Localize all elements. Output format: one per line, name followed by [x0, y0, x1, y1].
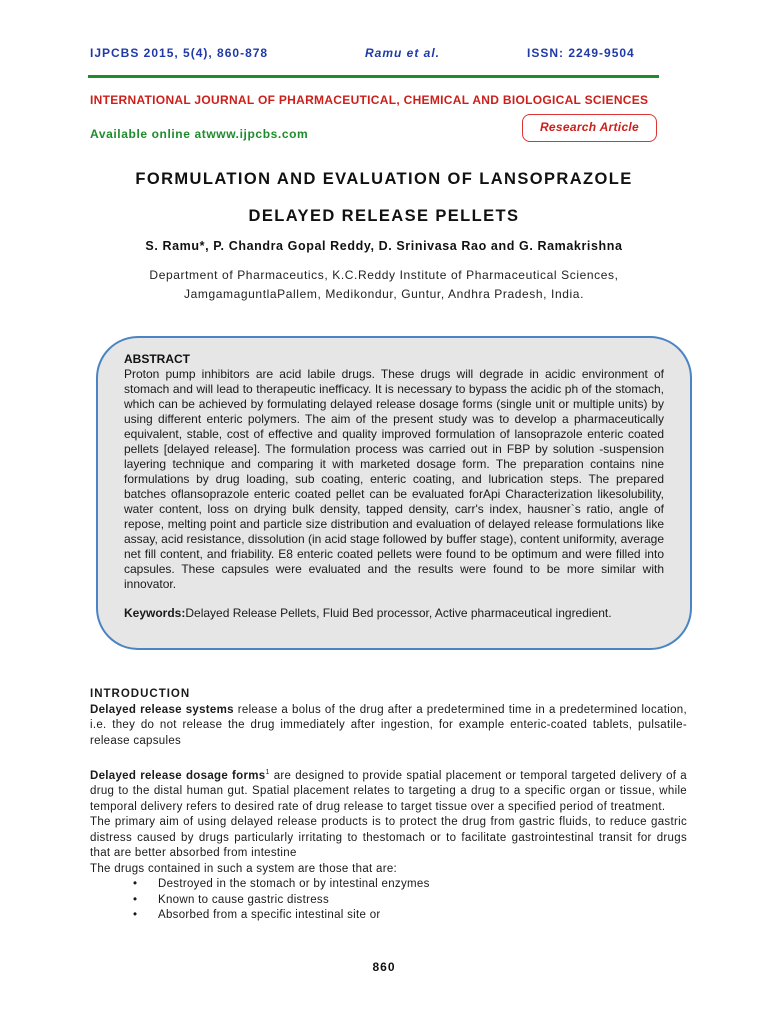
- intro-p1-term: Delayed release systems: [90, 703, 234, 716]
- intro-p2-ref: 1: [265, 769, 270, 776]
- available-online: [90, 127, 308, 141]
- intro-paragraph-4: The drugs contained in such a system are those that are:: [90, 862, 398, 875]
- list-item: [90, 908, 687, 924]
- citation: IJPCBS 2015, 5(4), 860-878: [90, 46, 269, 60]
- abstract-text: Proton pump inhibitors are acid labile drugs. These drugs will degrade in acidic environment of stomach and will lead to therapeutic inefficacy. It is necessary to bypass the acidic ph of the stomach, which can be achieved by formulating delayed release dosage forms (single unit or multiple units) by using different enteric polymers. The aim of the present study was to develop a pharmaceutically equivalent, stable, cost of effective and quality improved formulation of lansoprazole enteric coated pellets [delayed release]. The formulation process was carried out in FBP by solution -suspension layering technique and comparing it with marketed dosage form. The preparation contains nine formulations by drug loading, sub coating, enteric coating, and lubrication steps. The prepared batches oflansoprazole enteric coated pellet can be evaluated forApi Characterization likesolubility, water content, loss on drying bulk density, tapped density, carr's index, hausner`s ratio, angle of repose, melting point and particle size distribution and evaluation of delayed release formulations like assay, acid resistance, dissolution (in acid stage followed by buffer stage), content uniformity, average net fill content, and friability. E8 enteric coated pellets were found to be optimum and were filled into capsules. These capsules were evaluated and the results were found to be more similar with innovator.: [124, 367, 664, 591]
- journal-url-link[interactable]: www.ijpcbs.com: [206, 127, 309, 141]
- keywords-label: Keywords:: [124, 606, 186, 620]
- authors-short: Ramu et al.: [365, 46, 441, 60]
- intro-p1-text: release a bolus of the drug after a predetermined time in a predetermined location, i.e. they do not release the drug immediately after ingestion, for example enteric-coated tablets, pulsatile-release capsules: [90, 703, 687, 747]
- keywords-text: Delayed Release Pellets, Fluid Bed processor, Active pharmaceutical ingredient.: [185, 606, 612, 620]
- keywords: [124, 606, 664, 621]
- introduction-heading: INTRODUCTION: [90, 688, 191, 700]
- issn: ISSN: 2249-9504: [527, 46, 635, 60]
- title-line-1: FORMULATION AND EVALUATION OF LANSOPRAZOLE: [135, 170, 633, 188]
- list-item: [90, 877, 687, 893]
- page-number: 860: [372, 960, 396, 974]
- intro-paragraph-1: [90, 703, 687, 750]
- available-online-label: Available online at: [90, 127, 207, 141]
- bullet-icon: •: [133, 878, 138, 891]
- intro-p2-text: are designed to provide spatial placement or temporal targeted delivery of a drug to the distal human gut. Spatial placement relates to targeting a drug to a specific organ or tissue, while temporal delivery refers to desired rate of drug release to target tissue over a specified period of treatment.: [90, 769, 687, 813]
- introduction-continued: [90, 765, 687, 924]
- bullet-icon: •: [133, 909, 138, 922]
- abstract-heading: ABSTRACT: [124, 352, 190, 366]
- header-rule: [88, 75, 659, 78]
- list-item: [90, 893, 687, 909]
- author-list: S. Ramu*, P. Chandra Gopal Reddy, D. Srinivasa Rao and G. Ramakrishna: [145, 239, 623, 253]
- abstract-box: [96, 336, 692, 650]
- list-item-text: Known to cause gastric distress: [158, 893, 330, 906]
- intro-paragraph-3: The primary aim of using delayed release products is to protect the drug from gastric fluids, to reduce gastric distress caused by drugs particularly irritating to thestomach or to facilitate gastrointestinal transit for drugs that are better absorbed from intestine: [90, 816, 687, 860]
- article-type-badge: Research Article: [522, 114, 657, 142]
- bullet-icon: •: [133, 893, 138, 906]
- introduction-section: [90, 687, 687, 749]
- intro-p2-term: Delayed release dosage forms: [90, 769, 266, 782]
- title-line-2: DELAYED RELEASE PELLETS: [248, 207, 520, 225]
- list-item-text: Absorbed from a specific intestinal site or: [158, 909, 381, 922]
- bullet-list: [90, 877, 687, 924]
- journal-name: INTERNATIONAL JOURNAL OF PHARMACEUTICAL, CHEMICAL AND BIOLOGICAL SCIENCES: [90, 93, 649, 107]
- affiliation-line-1: Department of Pharmaceutics, K.C.Reddy Institute of Pharmaceutical Sciences,: [149, 268, 619, 282]
- list-item-text: Destroyed in the stomach or by intestinal enzymes: [158, 878, 430, 891]
- affiliation-line-2: JamgamaguntlaPallem, Medikondur, Guntur, Andhra Pradesh, India.: [183, 287, 584, 301]
- intro-paragraph-2: [90, 765, 687, 815]
